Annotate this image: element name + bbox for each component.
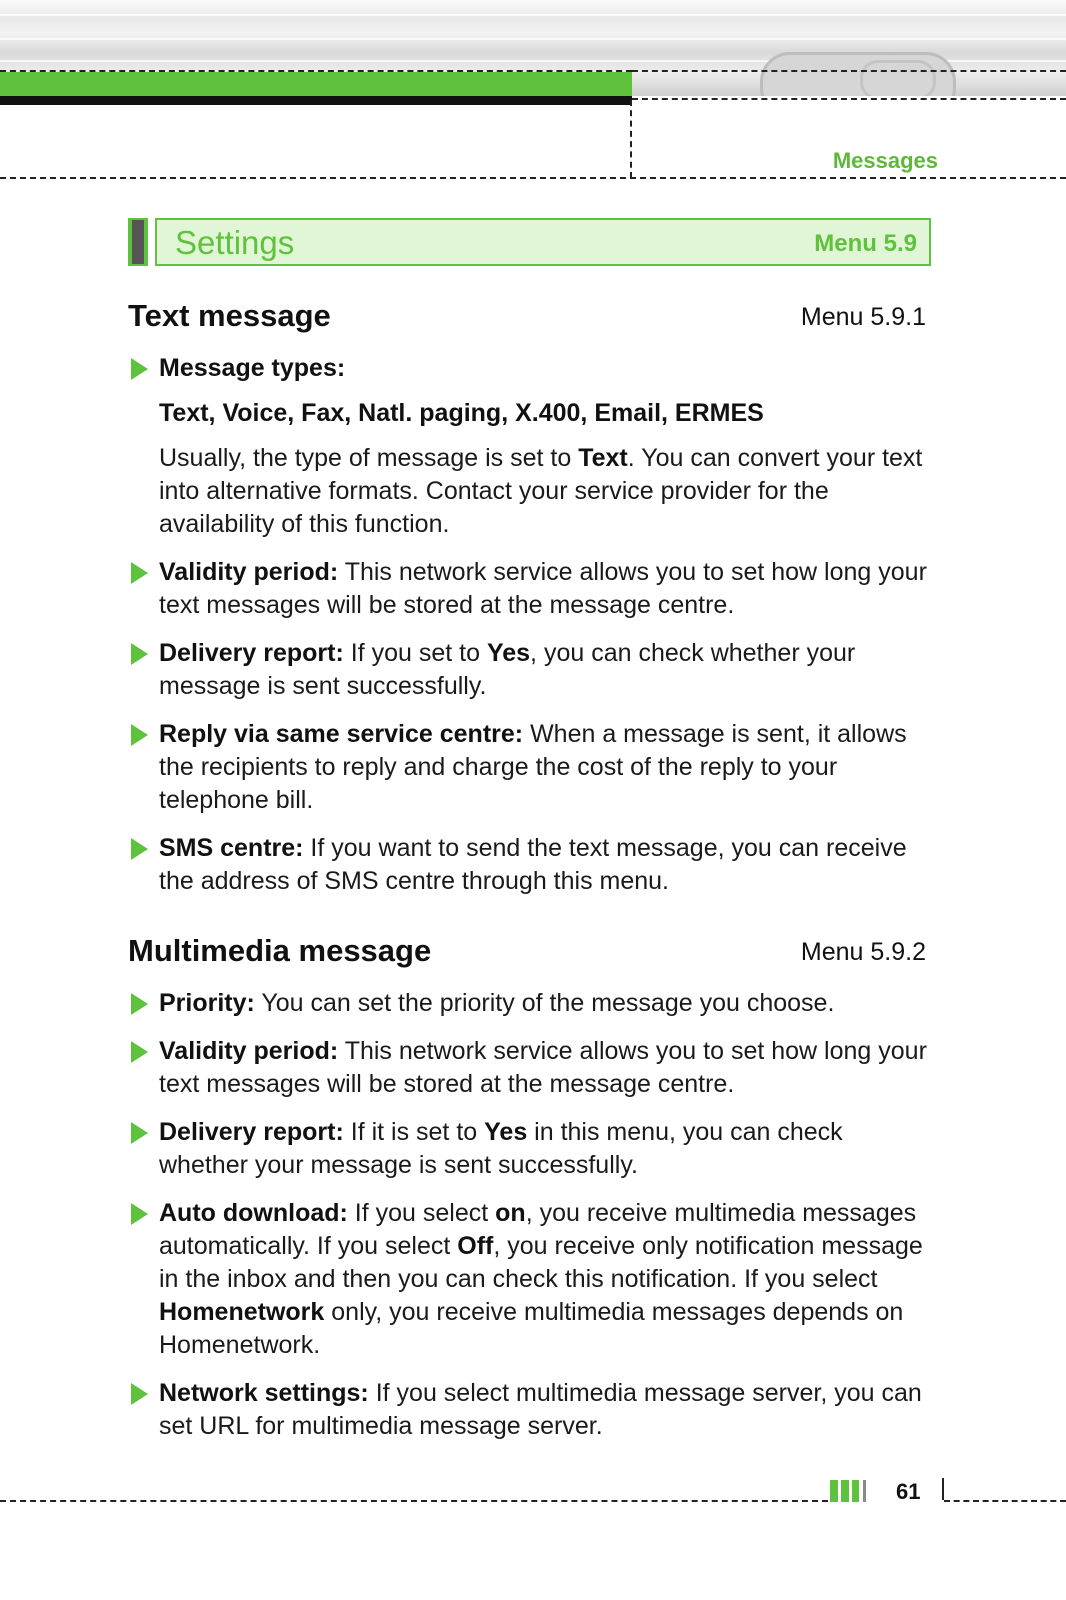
decor-streak xyxy=(0,38,1066,40)
footer-tick xyxy=(942,1478,944,1500)
header-dashed-line xyxy=(632,98,1066,100)
bullet-arrow-icon xyxy=(131,1122,148,1144)
item-label: Priority: xyxy=(159,989,255,1017)
page-content xyxy=(128,296,938,1458)
footer-dashed-rule xyxy=(0,1500,828,1502)
message-types-values: Text, Voice, Fax, Natl. paging, X.400, Email, ERMES xyxy=(159,399,764,427)
header-dashed-line xyxy=(632,70,1066,72)
bullet-arrow-icon xyxy=(131,1203,148,1225)
footer-dashed-rule xyxy=(944,1500,1066,1502)
item-label: Auto download: xyxy=(159,1199,348,1227)
banner-menu-number: Menu 5.9 xyxy=(814,230,917,257)
header-black-bar xyxy=(0,96,632,105)
decor-streak xyxy=(0,14,1066,16)
bullet-arrow-icon xyxy=(131,643,148,665)
list-item: Reply via same service centre: When a message is sent, it allows the recipients to reply and charge the cost of the reply to your telephone bill. xyxy=(128,718,938,817)
list-item: Delivery report: If it is set to Yes in this menu, you can check whether your message is sent successfully. xyxy=(128,1116,938,1182)
bullet-arrow-icon xyxy=(131,993,148,1015)
list-item: Auto download: If you select on, you receive multimedia messages automatically. If you select Off, you receive only notification message in the inbox and then you can check this notification. If you select Homenetwork only, you receive multimedia messages depends on Homenetwork. xyxy=(128,1197,938,1362)
item-label: SMS centre: xyxy=(159,834,304,862)
header-dashed-line xyxy=(0,70,632,72)
bullet-arrow-icon xyxy=(131,1383,148,1405)
section-banner xyxy=(155,218,931,266)
list-item: Delivery report: If you set to Yes, you can check whether your message is sent successfully. xyxy=(128,637,938,703)
phone-illustration-detail xyxy=(860,60,936,96)
section-heading xyxy=(128,931,938,971)
item-label: Delivery report: xyxy=(159,1118,344,1146)
banner-title: Settings xyxy=(175,224,295,261)
item-label: Network settings: xyxy=(159,1379,369,1407)
section-heading xyxy=(128,296,938,336)
page-number: 61 xyxy=(896,1479,921,1504)
bullet-arrow-icon xyxy=(131,838,148,860)
item-label: Validity period: xyxy=(159,558,339,586)
item-label: Delivery report: xyxy=(159,639,344,667)
bullet-arrow-icon xyxy=(131,1041,148,1063)
list-item: SMS centre: If you want to send the text message, you can receive the address of SMS centre through this menu. xyxy=(128,832,938,898)
header-dashed-rule xyxy=(0,177,1066,179)
banner-marker xyxy=(128,218,148,266)
header-dashed-divider xyxy=(630,100,632,178)
section-menu-number: Menu 5.9.2 xyxy=(800,938,926,966)
section-title: Text message xyxy=(128,298,331,333)
item-label: Reply via same service centre: xyxy=(159,720,524,748)
list-item: Validity period: This network service allows you to set how long your text messages will be stored at the message centre. xyxy=(128,556,938,622)
running-head: Messages xyxy=(832,148,938,173)
list-item: Priority: You can set the priority of the message you choose. xyxy=(128,987,938,1020)
bullet-arrow-icon xyxy=(131,358,148,380)
item-label: Message types: xyxy=(159,354,346,382)
bullet-arrow-icon xyxy=(131,562,148,584)
bullet-arrow-icon xyxy=(131,724,148,746)
list-item: Network settings: If you select multimedia message server, you can set URL for multimedia message server. xyxy=(128,1377,938,1443)
section-title: Multimedia message xyxy=(128,933,432,968)
list-item: Validity period: This network service allows you to set how long your text messages will be stored at the message centre. xyxy=(128,1035,938,1101)
item-label: Validity period: xyxy=(159,1037,339,1065)
section-menu-number: Menu 5.9.1 xyxy=(800,303,926,331)
message-types-description: Usually, the type of message is set to Text. You can convert your text into alternative formats. Contact your service provider for the availability of this function. xyxy=(159,444,923,538)
list-item xyxy=(128,352,938,385)
